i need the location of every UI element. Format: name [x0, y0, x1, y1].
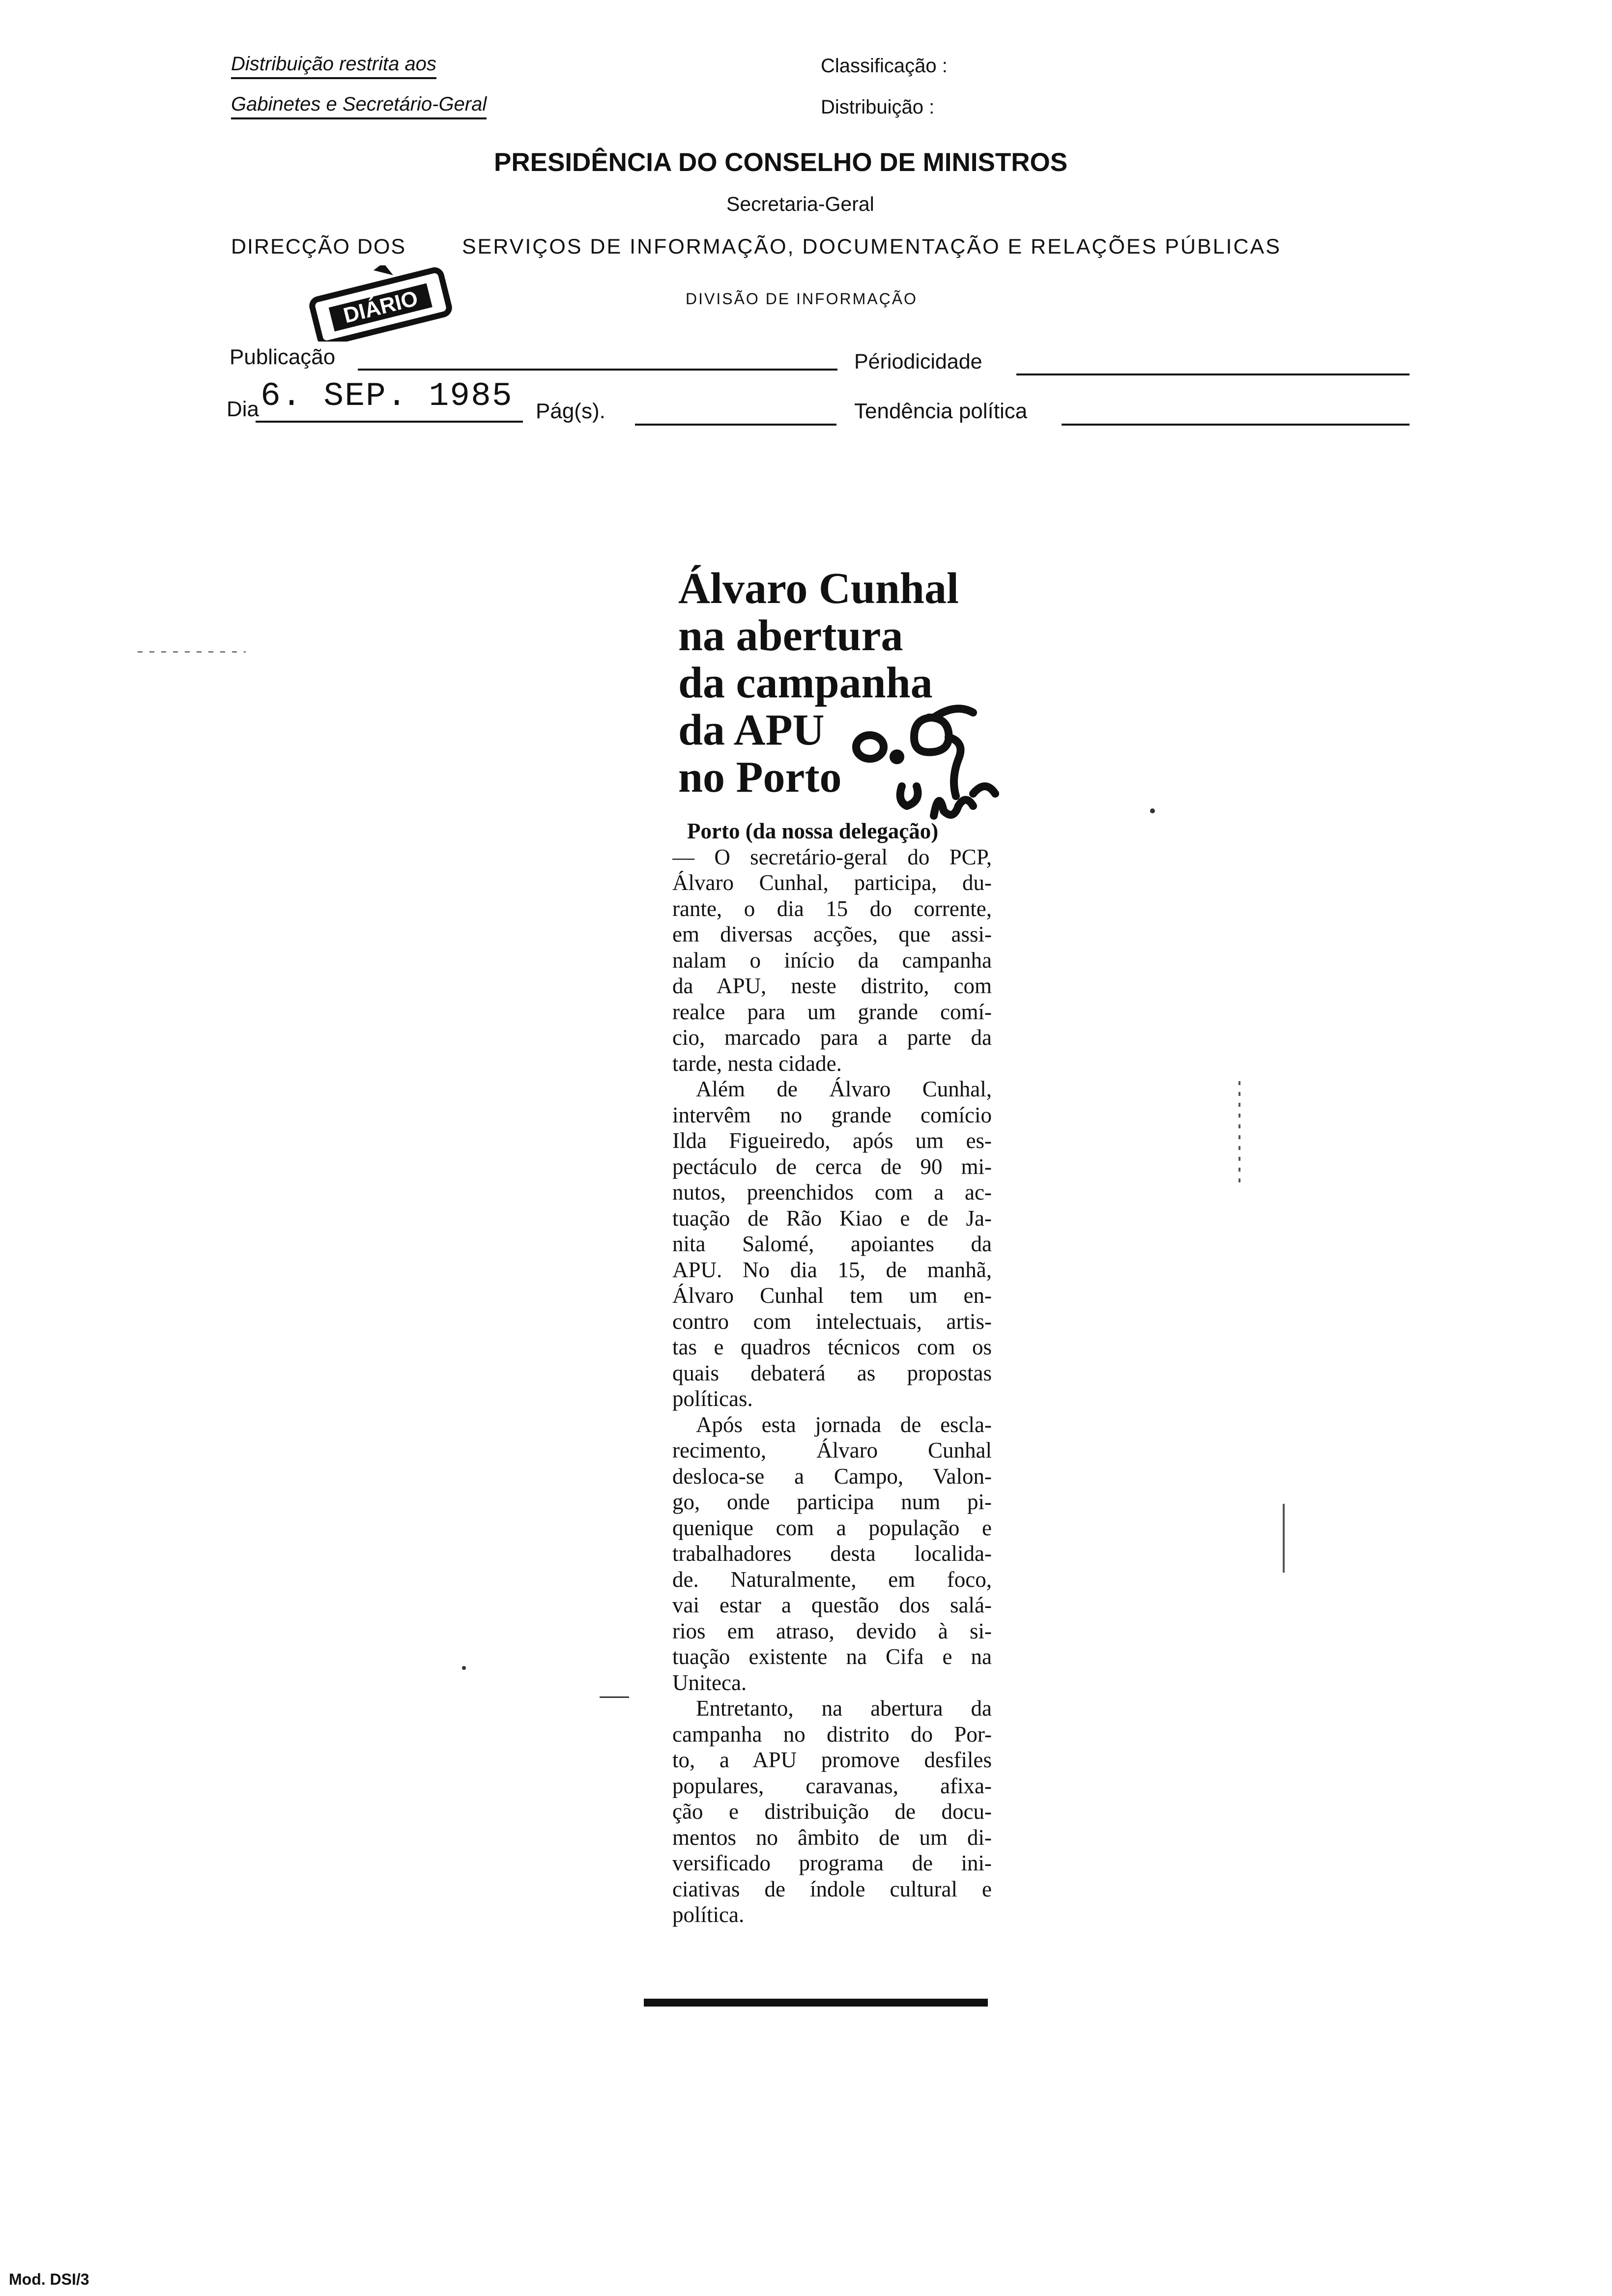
article-line: rios em atraso, devido à si- [672, 1618, 992, 1643]
dia-label: Dia [227, 397, 259, 421]
article-line: em diversas acções, que assi- [672, 922, 992, 947]
publicacao-field-line [358, 369, 837, 371]
article-line: Além de Álvaro Cunhal, [696, 1077, 992, 1101]
article-line: Entretanto, na abertura da [696, 1696, 992, 1721]
headline-line: da campanha [678, 659, 933, 707]
scan-speck [1150, 808, 1155, 813]
article-line: quais debaterá as propostas [672, 1360, 992, 1385]
article-line: quenique com a população e [672, 1515, 992, 1540]
tendencia-label: Tendência política [854, 399, 1028, 423]
periodicidade-field-line [1016, 373, 1410, 375]
dia-field-line [256, 421, 523, 423]
distribution-restriction-line1: Distribuição restrita aos [231, 53, 436, 79]
pags-field-line [635, 424, 836, 426]
article-line: contro com intelectuais, artis- [672, 1309, 992, 1334]
division-title: DIVISÃO DE INFORMAÇÃO [686, 290, 918, 308]
scan-mark [1238, 1081, 1240, 1189]
article-line: nutos, preenchidos com a ac- [672, 1180, 992, 1205]
article-line: realce para um grande comí- [672, 999, 992, 1024]
article-line: trabalhadores desta localida- [672, 1541, 992, 1566]
periodicidade-label: Périodicidade [854, 350, 982, 373]
article-line: Ilda Figueiredo, após um es- [672, 1128, 992, 1153]
article-line: da APU, neste distrito, com [672, 974, 992, 998]
article-line: ção e distribuição de docu- [672, 1799, 992, 1824]
dia-value: 6. SEP. 1985 [260, 377, 513, 415]
pags-label: Pág(s). [536, 399, 605, 423]
publicacao-label: Publicação [230, 345, 336, 369]
form-model-code: Mod. DSI/3 [9, 2270, 89, 2288]
diario-stamp [300, 265, 462, 342]
article-line: Álvaro Cunhal tem um en- [672, 1283, 992, 1308]
article-dateline: Porto (da nossa delegação) [687, 819, 939, 843]
article-line: desloca-se a Campo, Valon- [672, 1464, 992, 1489]
article-line: rante, o dia 15 do corrente, [672, 896, 992, 921]
article-line: políticas. [672, 1386, 753, 1411]
scan-mark [600, 1696, 629, 1698]
distribuicao-label: Distribuição : [821, 96, 935, 118]
article-line: pectáculo de cerca de 90 mi- [672, 1154, 992, 1179]
article-line: Uniteca. [672, 1670, 747, 1695]
article-line: APU. No dia 15, de manhã, [672, 1257, 992, 1282]
article-line: populares, caravanas, afixa- [672, 1773, 992, 1798]
article-line: Após esta jornada de escla- [696, 1412, 992, 1437]
scan-mark [138, 651, 246, 653]
directorate-right: SERVIÇOS DE INFORMAÇÃO, DOCUMENTAÇÃO E RELAÇÕES PÚBLICAS [462, 235, 1281, 258]
headline-line: Álvaro Cunhal [678, 564, 959, 613]
headline-line: no Porto [678, 753, 842, 802]
article-line: — O secretário-geral do PCP, [672, 844, 992, 869]
secretariat-title: Secretaria-Geral [726, 193, 874, 215]
article-line: de. Naturalmente, em foco, [672, 1567, 992, 1592]
article-line: recimento, Álvaro Cunhal [672, 1438, 992, 1463]
article-line: ciativas de índole cultural e [672, 1876, 992, 1901]
headline-line: na abertura [678, 611, 903, 660]
article-line: cio, marcado para a parte da [672, 1025, 992, 1050]
article-line: vai estar a questão dos salá- [672, 1593, 992, 1617]
article-line: tarde, nesta cidade. [672, 1051, 842, 1076]
scan-speck [462, 1666, 466, 1670]
article-line: tuação de Rão Kiao e de Ja- [672, 1205, 992, 1231]
handwritten-annotation [835, 688, 1022, 840]
tendencia-field-line [1062, 424, 1410, 426]
article-line: to, a APU promove desfiles [672, 1748, 992, 1772]
article-body [672, 818, 992, 1928]
stamp-text: DIÁRIO [341, 286, 421, 328]
ministry-title: PRESIDÊNCIA DO CONSELHO DE MINISTROS [494, 148, 1068, 177]
article-line: campanha no distrito do Por- [672, 1722, 992, 1747]
article-line: Álvaro Cunhal, participa, du- [672, 870, 992, 895]
article-end-rule [644, 1999, 988, 2007]
article-line: versificado programa de ini- [672, 1851, 992, 1875]
headline-line: da APU [678, 706, 825, 754]
article-line: intervêm no grande comício [672, 1102, 992, 1127]
distribution-restriction-line2: Gabinetes e Secretário-Geral [231, 93, 487, 119]
article-line: go, onde participa num pi- [672, 1490, 992, 1514]
article-line: mentos no âmbito de um di- [672, 1825, 992, 1850]
article-line: tuação existente na Cifa e na [672, 1644, 992, 1669]
article-line: política. [672, 1902, 745, 1927]
article-line: tas e quadros técnicos com os [672, 1335, 992, 1359]
directorate-left: DIRECÇÃO DOS [231, 235, 406, 258]
classificacao-label: Classificação : [821, 55, 948, 77]
article-line: nalam o início da campanha [672, 947, 992, 973]
article-line: nita Salomé, apoiantes da [672, 1232, 992, 1256]
scan-mark [1283, 1504, 1285, 1573]
